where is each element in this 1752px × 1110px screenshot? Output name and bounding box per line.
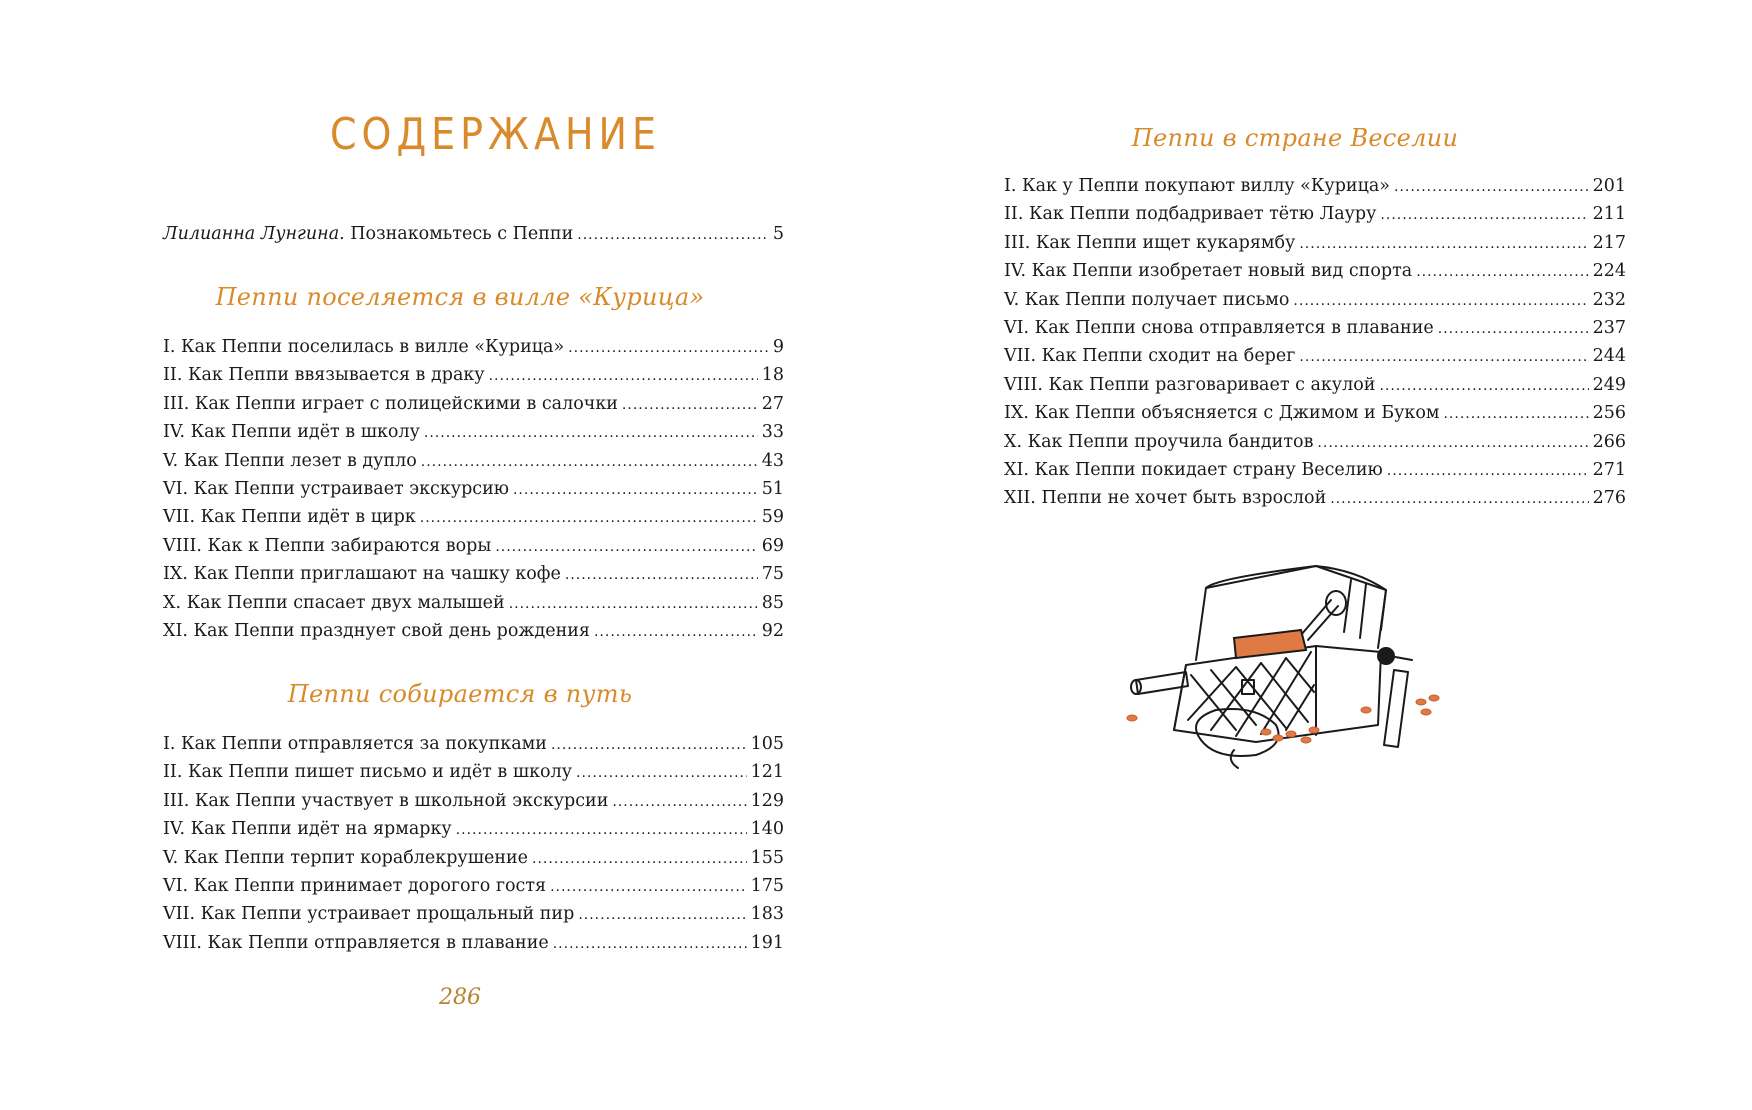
toc-item[interactable]	[1004, 257, 1626, 285]
toc-item[interactable]	[1004, 229, 1626, 257]
toc-label: XI. Как Пеппи празднует свой день рождения	[163, 620, 590, 641]
toc-label: VII. Как Пеппи сходит на берег	[1004, 346, 1296, 367]
dot-leader	[495, 533, 757, 561]
page-ref: 140	[750, 819, 784, 840]
dot-leader	[550, 873, 747, 901]
toc-label: VII. Как Пеппи идёт в цирк	[163, 507, 416, 528]
page-ref: 256	[1592, 403, 1626, 424]
toc-item[interactable]	[1004, 286, 1626, 314]
page-ref: 249	[1592, 374, 1626, 395]
toc-label: VII. Как Пеппи устраивает прощальный пир	[163, 904, 575, 925]
dot-leader	[456, 816, 747, 844]
toc-item[interactable]	[163, 361, 784, 389]
section-title: Пеппи в стране Веселии	[1131, 124, 1459, 152]
dot-leader	[532, 845, 747, 873]
toc-label: VIII. Как к Пеппи забираются воры	[163, 535, 492, 556]
toc-label: VI. Как Пеппи снова отправляется в плавание	[1004, 317, 1434, 338]
toc-item[interactable]	[163, 532, 784, 560]
treasure-chest-icon	[1116, 560, 1456, 784]
toc-list-section3	[1004, 172, 1626, 513]
page-ref: 33	[761, 422, 784, 443]
dot-leader	[553, 930, 747, 958]
dot-leader	[578, 901, 746, 929]
toc-label: IV. Как Пеппи идёт на ярмарку	[163, 819, 452, 840]
page-number: 286	[439, 985, 481, 1010]
page-ref: 129	[750, 790, 784, 811]
page-ref: 5	[772, 224, 784, 244]
toc-label: II. Как Пеппи ввязывается в драку	[163, 365, 485, 386]
page-ref: 51	[761, 478, 784, 499]
toc-item[interactable]	[163, 787, 784, 815]
toc-label: VI. Как Пеппи устраивает экскурсию	[163, 478, 509, 499]
page-ref: 155	[750, 847, 784, 868]
dot-leader	[1293, 287, 1588, 315]
page-ref: 217	[1592, 232, 1626, 253]
page-ref: 276	[1592, 488, 1626, 509]
toc-list-section2	[163, 730, 784, 957]
toc-item[interactable]	[163, 730, 784, 758]
toc-item[interactable]	[163, 418, 784, 446]
toc-label: VIII. Как Пеппи отправляется в плавание	[163, 932, 549, 953]
dot-leader	[1299, 230, 1588, 258]
dot-leader	[577, 221, 769, 249]
dot-leader	[565, 561, 758, 589]
toc-item[interactable]	[1004, 399, 1626, 427]
dot-leader	[1438, 315, 1589, 343]
page-ref: 69	[761, 535, 784, 556]
page-ref: 105	[750, 734, 784, 754]
toc-list-section1	[163, 333, 784, 645]
section-title: Пеппи собирается в путь	[287, 680, 633, 708]
page-ref: 9	[772, 337, 784, 357]
intro-title: Познакомьтесь с Пеппи	[350, 224, 574, 244]
toc-label: X. Как Пеппи проучила бандитов	[1004, 431, 1314, 452]
page-ref: 201	[1592, 176, 1626, 196]
toc-label: IV. Как Пеппи идёт в школу	[163, 422, 420, 443]
page-ref: 191	[750, 932, 784, 953]
toc-label: II. Как Пеппи подбадривает тётю Лауру	[1004, 204, 1377, 225]
toc-label: XII. Пеппи не хочет быть взрослой	[1004, 488, 1327, 509]
dot-leader	[509, 590, 758, 618]
toc-item[interactable]	[163, 815, 784, 843]
toc-item[interactable]	[163, 758, 784, 786]
toc-item[interactable]	[1004, 342, 1626, 370]
toc-item[interactable]	[163, 617, 784, 645]
dot-leader	[551, 731, 747, 759]
toc-label: IV. Как Пеппи изобретает новый вид спорта	[1004, 261, 1413, 282]
toc-item[interactable]	[163, 900, 784, 928]
toc-item[interactable]	[1004, 371, 1626, 399]
page-ref: 183	[750, 904, 784, 925]
page-ref: 237	[1592, 317, 1626, 338]
page-ref: 271	[1592, 459, 1626, 480]
toc-item[interactable]	[163, 503, 784, 531]
dot-leader	[1443, 400, 1588, 428]
toc-label: X. Как Пеппи спасает двух малышей	[163, 592, 505, 613]
toc-label: XI. Как Пеппи покидает страну Веселию	[1004, 459, 1383, 480]
toc-item[interactable]	[163, 447, 784, 475]
toc-label: V. Как Пеппи терпит кораблекрушение	[163, 847, 529, 868]
toc-item[interactable]	[1004, 484, 1626, 512]
dot-leader	[612, 788, 746, 816]
page-ref: 27	[761, 393, 784, 414]
page-ref: 43	[761, 450, 784, 471]
toc-label: I. Как Пеппи поселилась в вилле «Курица»	[163, 337, 565, 357]
page-ref: 92	[761, 620, 784, 641]
toc-item[interactable]	[1004, 428, 1626, 456]
toc-item[interactable]	[1004, 172, 1626, 200]
toc-label: V. Как Пеппи получает письмо	[1004, 289, 1290, 310]
dot-leader	[1380, 201, 1588, 229]
toc-item[interactable]	[163, 872, 784, 900]
dot-leader	[424, 419, 758, 447]
toc-label: IX. Как Пеппи объясняется с Джимом и Буком	[1004, 403, 1440, 424]
dot-leader	[420, 504, 758, 532]
toc-label: III. Как Пеппи ищет кукарямбу	[1004, 232, 1296, 253]
toc-item[interactable]	[163, 333, 784, 361]
dot-leader	[594, 618, 758, 646]
page-ref: 75	[761, 564, 784, 585]
page-ref: 18	[761, 365, 784, 386]
toc-item[interactable]	[1004, 456, 1626, 484]
toc-item[interactable]	[163, 560, 784, 588]
dot-leader	[1317, 429, 1588, 457]
toc-item[interactable]	[163, 220, 784, 248]
toc-label: I. Как у Пеппи покупают виллу «Курица»	[1004, 176, 1390, 196]
page-ref: 85	[761, 592, 784, 613]
toc-item[interactable]	[1004, 200, 1626, 228]
toc-item[interactable]	[163, 390, 784, 418]
intro-author: Лилианна Лунгина.	[163, 224, 345, 244]
dot-leader	[622, 391, 758, 419]
dot-leader	[1299, 343, 1588, 371]
page-ref: 121	[750, 762, 784, 783]
right-page	[876, 0, 1752, 1110]
section-title: Пеппи поселяется в вилле «Курица»	[215, 283, 705, 311]
contents-title: СОДЕРЖАНИЕ	[330, 108, 661, 160]
dot-leader	[1416, 258, 1588, 286]
toc-label: IX. Как Пеппи приглашают на чашку кофе	[163, 564, 561, 585]
page-ref: 59	[761, 507, 784, 528]
page-ref: 224	[1592, 261, 1626, 282]
dot-leader	[1379, 372, 1588, 400]
toc-item[interactable]	[163, 844, 784, 872]
dot-leader	[1330, 485, 1588, 513]
toc-item[interactable]	[163, 475, 784, 503]
dot-leader	[568, 334, 769, 362]
toc-label: VI. Как Пеппи принимает дорогого гостя	[163, 875, 547, 896]
toc-label: II. Как Пеппи пишет письмо и идёт в школу	[163, 762, 573, 783]
page-ref: 232	[1592, 289, 1626, 310]
page-ref: 175	[750, 875, 784, 896]
dot-leader	[576, 759, 747, 787]
dot-leader	[421, 448, 758, 476]
dot-leader	[1394, 173, 1589, 201]
toc-label: VIII. Как Пеппи разговаривает с акулой	[1004, 374, 1376, 395]
toc-label: III. Как Пеппи участвует в школьной экскурсии	[163, 790, 609, 811]
toc-item[interactable]	[163, 589, 784, 617]
toc-item[interactable]	[163, 929, 784, 957]
toc-item[interactable]	[1004, 314, 1626, 342]
dot-leader	[1387, 457, 1589, 485]
dot-leader	[513, 476, 758, 504]
page-ref: 266	[1592, 431, 1626, 452]
page-ref: 211	[1592, 204, 1626, 225]
toc-label: III. Как Пеппи играет с полицейскими в салочки	[163, 393, 618, 414]
page-ref: 244	[1592, 346, 1626, 367]
toc-label: V. Как Пеппи лезет в дупло	[163, 450, 417, 471]
dot-leader	[489, 362, 758, 390]
intro-entry	[163, 220, 784, 248]
toc-label: I. Как Пеппи отправляется за покупками	[163, 734, 547, 754]
